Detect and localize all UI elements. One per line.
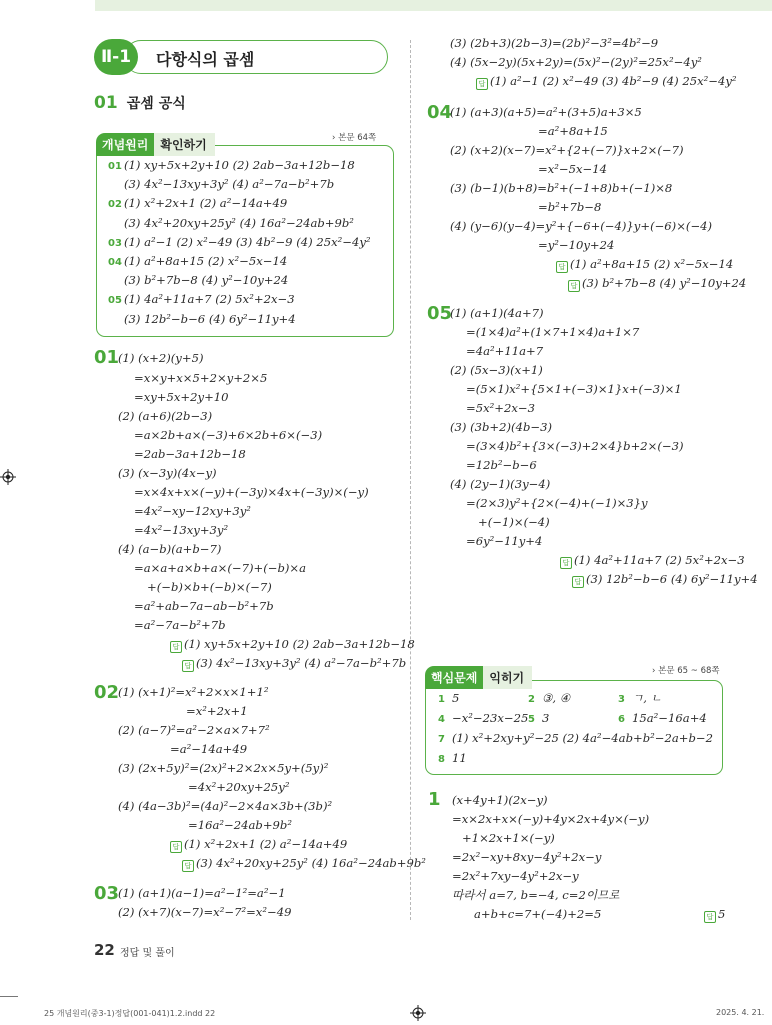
box2-item-number: 2 (528, 694, 535, 705)
box2-item-text: 15a²−16a+4 (632, 711, 707, 725)
s01-number: 01 (94, 347, 120, 368)
box2-item-text: −x²−23x−25 (452, 711, 529, 725)
section-title: 다항식의 곱셈 (156, 50, 255, 69)
core-subtag: 익히기 (483, 666, 532, 689)
box2-item-number: 8 (438, 754, 445, 765)
s05-line: (1) (a+1)(4a+7) (450, 306, 544, 320)
s05-line: +(−1)×(−4) (478, 515, 550, 529)
answer-text: (1) a²−1 (2) x²−49 (3) 4b²−9 (4) 25x²−4y² (490, 74, 737, 88)
subsection-label: 곱셈 공식 (126, 96, 186, 112)
s01-answer (170, 639, 415, 653)
s01-line: (1) (x+2)(y+5) (118, 351, 204, 365)
top-band (95, 0, 772, 11)
box1-item-text: (1) 4a²+11a+7 (2) 5x²+2x−3 (124, 292, 295, 307)
p1-line: a+b+c=7+(−4)+2=5 (474, 907, 602, 921)
answer-icon: 답 (572, 576, 584, 588)
concept-check-tag (96, 133, 215, 156)
s04-line: (1) (a+3)(a+5)=a²+(3+5)a+3×5 (450, 105, 642, 119)
s05-answer (560, 555, 745, 569)
answer-icon: 답 (170, 841, 182, 853)
s05-line: (3) (3b+2)(4b−3) (450, 420, 552, 434)
s04-number: 04 (427, 102, 453, 123)
p1-line: +1×2x+1×(−y) (462, 831, 555, 845)
answer-icon: 답 (704, 911, 716, 923)
answer-text: (3) 4x²+20xy+25y² (4) 16a²−24ab+9b² (196, 856, 426, 870)
box1-item-number: 03 (108, 237, 122, 249)
s01-line: =xy+5x+2y+10 (134, 390, 229, 404)
s04-line: =a²+8a+15 (538, 124, 608, 138)
box1-item-number: 05 (108, 295, 122, 307)
box2-item-text: 3 (542, 711, 550, 725)
answer-icon: 답 (560, 557, 572, 569)
section-header (94, 40, 388, 74)
answer-text: (1) 4a²+11a+7 (2) 5x²+2x−3 (574, 553, 745, 567)
s02-line: =16a²−24ab+9b² (188, 818, 292, 832)
box1-item-text: (3) 4x²+20xy+25y² (4) 16a²−24ab+9b² (124, 215, 354, 230)
box1-item-text: (1) a²+8a+15 (2) x²−5x−14 (124, 254, 288, 268)
box1-item-number: 04 (108, 257, 122, 268)
answer-text: (1) a²+8a+15 (2) x²−5x−14 (570, 257, 734, 271)
box2-item-number: 7 (438, 734, 445, 745)
box1-item-text: (3) 12b²−b−6 (4) 6y²−11y+4 (124, 311, 296, 326)
s01-line: (2) (a+6)(2b−3) (118, 409, 213, 423)
footer-date: 2025. 4. 21. (716, 1008, 765, 1017)
s03-line: (3) (2b+3)(2b−3)=(2b)²−3²=4b²−9 (450, 36, 659, 50)
page-number: 22 (94, 941, 115, 959)
s04-answer (556, 259, 733, 273)
s04-line: (3) (b−1)(b+8)=b²+(−1+8)b+(−1)×8 (450, 181, 673, 195)
s01-line: =a²−7a−b²+7b (134, 618, 226, 632)
box2-item-number: 3 (618, 694, 625, 705)
p1-line: =2x²+7xy−4y²+2x−y (452, 869, 579, 883)
s02-answer (170, 839, 347, 853)
s05-line: =12b²−b−6 (466, 458, 537, 472)
p1-line: 따라서 a=7, b=−4, c=2이므로 (452, 888, 620, 902)
s01-line: =2ab−3a+12b−18 (134, 447, 246, 461)
s02-number: 02 (94, 682, 120, 703)
s02-line: (2) (a−7)²=a²−2×a×7+7² (118, 723, 270, 737)
footer-file: 25 개념원리(중3-1)정답(001-041)1.2.indd 22 (44, 1009, 216, 1018)
s01-answer (182, 658, 406, 672)
core-problem-tag (425, 666, 532, 689)
answer-text: 5 (718, 907, 726, 921)
p1-line: =2x²−xy+8xy−4y²+2x−y (452, 850, 602, 864)
answer-icon: 답 (476, 78, 488, 90)
box2-item-number: 6 (618, 714, 625, 725)
s05-line: (2) (5x−3)(x+1) (450, 363, 543, 377)
s04-answer (568, 278, 746, 292)
s04-line: =y²−10y+24 (538, 238, 615, 252)
registration-mark-bottom-icon (410, 1005, 426, 1025)
s03-line: (4) (5x−2y)(5x+2y)=(5x)²−(2y)²=25x²−4y² (450, 55, 702, 69)
s01-line: =4x²−xy−12xy+3y² (134, 504, 251, 518)
answer-icon: 답 (182, 660, 194, 672)
s05-line: =5x²+2x−3 (466, 401, 535, 415)
s05-line: =(5×1)x²+{5×1+(−3)×1}x+(−3)×1 (466, 382, 682, 396)
box2-item-text: ㄱ, ㄴ (632, 691, 662, 705)
box1-item-number: 02 (108, 199, 122, 211)
s01-line: (4) (a−b)(a+b−7) (118, 542, 222, 556)
subsection-title (94, 93, 186, 113)
p1-answer (704, 909, 725, 923)
s05-line: =(1×4)a²+(1×7+1×4)a+1×7 (466, 325, 640, 339)
s04-line: =b²+7b−8 (538, 200, 602, 214)
answer-icon: 답 (568, 280, 580, 292)
concept-tag: 개념원리 (96, 133, 154, 156)
answer-text: (1) xy+5x+2y+10 (2) 2ab−3a+12b−18 (184, 637, 415, 651)
s03-line: (1) (a+1)(a−1)=a²−1²=a²−1 (118, 886, 286, 900)
s05-line: =(2×3)y²+{2×(−4)+(−1)×3}y (466, 496, 648, 510)
p1-line: (x+4y+1)(2x−y) (452, 793, 548, 807)
s01-line: =x×4x+x×(−y)+(−3y)×4x+(−3y)×(−y) (134, 485, 369, 499)
s01-line: =4x²−13xy+3y² (134, 523, 229, 537)
crop-mark (0, 996, 18, 997)
p1-line: =x×2x+x×(−y)+4y×2x+4y×(−y) (452, 812, 650, 826)
s04-line: =x²−5x−14 (538, 162, 607, 176)
box1-item-number: 01 (108, 161, 122, 172)
s02-line: =4x²+20xy+25y² (188, 780, 290, 794)
answer-icon: 답 (170, 641, 182, 653)
s05-line: (4) (2y−1)(3y−4) (450, 477, 551, 491)
s04-line: (4) (y−6)(y−4)=y²+{−6+(−4)}y+(−6)×(−4) (450, 219, 713, 233)
s04-line: (2) (x+2)(x−7)=x²+{2+(−7)}x+2×(−7) (450, 143, 684, 157)
s03-answer (476, 76, 737, 90)
answer-text: (3) 4x²−13xy+3y² (4) a²−7a−b²+7b (196, 656, 407, 670)
s05-number: 05 (427, 303, 453, 324)
registration-mark-icon (0, 469, 16, 489)
box1-item-text: (1) xy+5x+2y+10 (2) 2ab−3a+12b−18 (124, 158, 355, 172)
answer-text: (3) 12b²−b−6 (4) 6y²−11y+4 (586, 572, 758, 586)
s03-number: 03 (94, 883, 120, 904)
box1-item-text: (3) b²+7b−8 (4) y²−10y+24 (124, 273, 289, 288)
s01-line: =x×y+x×5+2×y+2×5 (134, 371, 268, 385)
s05-line: =(3×4)b²+{3×(−3)+2×4}b+2×(−3) (466, 439, 684, 453)
s02-line: (4) (4a−3b)²=(4a)²−2×4a×3b+(3b)² (118, 799, 333, 813)
concept-ref-text: 본문 64쪽 (338, 133, 377, 143)
page-label: 정답 및 풀이 (120, 948, 175, 959)
box2-item-text: (1) x²+2xy+y²−25 (2) 4a²−4ab+b²−2a+b−2 (452, 731, 714, 745)
box1-item-text: (1) a²−1 (2) x²−49 (3) 4b²−9 (4) 25x²−4y² (124, 234, 371, 249)
s02-line: =x²+2x+1 (186, 704, 248, 718)
box2-item-text: 5 (452, 691, 460, 705)
s01-line: +(−b)×b+(−b)×(−7) (147, 580, 272, 594)
s01-line: =a²+ab−7a−ab−b²+7b (134, 599, 274, 613)
p1-number: 1 (428, 789, 441, 810)
s05-line: =4a²+11a+7 (466, 344, 544, 358)
s01-line: =a×2b+a×(−3)+6×2b+6×(−3) (134, 428, 323, 442)
concept-ref: › 본문 64쪽 (332, 133, 377, 143)
box1-item-text: (3) 4x²−13xy+3y² (4) a²−7a−b²+7b (124, 177, 335, 192)
s01-line: =a×a+a×b+a×(−7)+(−b)×a (134, 561, 307, 575)
s02-line: =a²−14a+49 (170, 742, 248, 756)
s02-line: (1) (x+1)²=x²+2×x×1+1² (118, 685, 269, 699)
s02-answer (182, 858, 426, 872)
core-ref-text: 본문 65 ~ 68쪽 (658, 666, 720, 676)
answer-icon: 답 (556, 261, 568, 273)
s02-line: (3) (2x+5y)²=(2x)²+2×2x×5y+(5y)² (118, 761, 329, 775)
core-problem-box (425, 680, 723, 775)
s05-answer (572, 574, 758, 588)
box2-item-number: 1 (438, 694, 445, 705)
box2-item-text: ③, ④ (542, 691, 571, 705)
s05-line: =6y²−11y+4 (466, 534, 543, 548)
subsection-number: 01 (94, 93, 118, 113)
core-ref: › 본문 65 ~ 68쪽 (652, 666, 720, 676)
concept-subtag: 확인하기 (154, 133, 214, 156)
column-divider (410, 40, 411, 920)
box2-item-number: 4 (438, 714, 445, 725)
answer-icon: 답 (182, 860, 194, 872)
s03-line: (2) (x+7)(x−7)=x²−7²=x²−49 (118, 905, 292, 919)
box2-item-number: 5 (528, 714, 535, 725)
s01-line: (3) (x−3y)(4x−y) (118, 466, 217, 480)
core-tag: 핵심문제 (425, 666, 483, 689)
box2-item-text: 11 (452, 751, 467, 765)
answer-text: (1) x²+2x+1 (2) a²−14a+49 (184, 837, 348, 851)
answer-text: (3) b²+7b−8 (4) y²−10y+24 (582, 276, 747, 290)
section-badge: Ⅱ-1 (94, 39, 138, 75)
box1-item-text: (1) x²+2x+1 (2) a²−14a+49 (124, 196, 288, 211)
